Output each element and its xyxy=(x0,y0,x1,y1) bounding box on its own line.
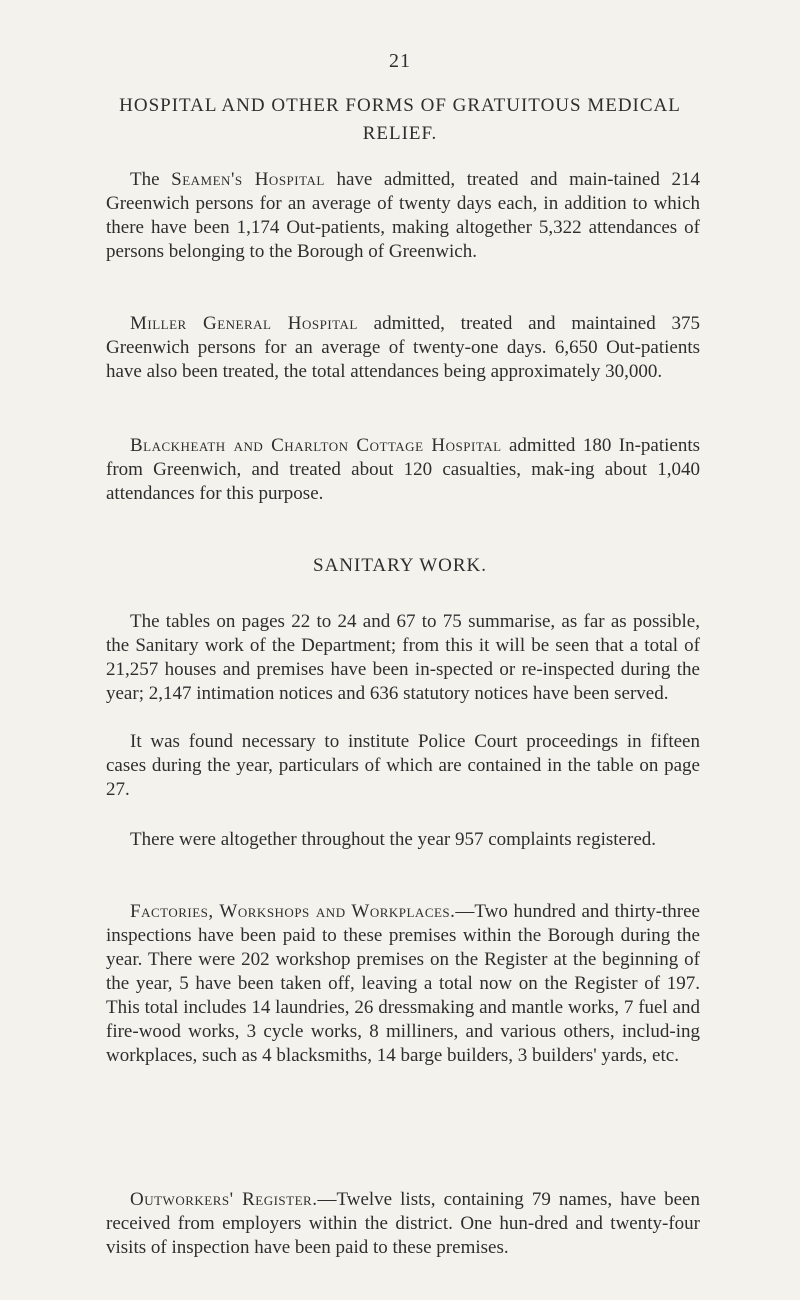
paragraph-body: have admitted, treated and main-tained 214 Greenwich persons for an average of twenty days each, in addition to which there have been 1,174 Out-patients, making altogether 5,322 attendances of persons belonging to the Borough of Greenwich. xyxy=(106,169,700,262)
subsection-name: Outworkers' Register. xyxy=(130,1189,318,1210)
paragraph-miller-hospital xyxy=(106,312,700,384)
paragraph-body: It was found necessary to institute Police Court proceedings in fifteen cases during the year, particulars of which are contained in the table on page 27. xyxy=(106,731,700,800)
paragraph-seamens-hospital xyxy=(106,168,700,264)
paragraph-factories xyxy=(106,900,700,1068)
paragraph-prefix: The xyxy=(130,169,172,190)
subsection-name: Factories, Workshops and Workplaces. xyxy=(130,901,456,922)
institution-name: Seamen's Hospital xyxy=(171,169,325,190)
paragraph-sanitary-tables xyxy=(106,610,700,706)
section-heading-relief: HOSPITAL AND OTHER FORMS OF GRATUITOUS MEDICAL RELIEF. xyxy=(119,95,681,144)
paragraph-body: —Twelve lists, containing 79 names, have been received from employers within the district. One hun-dred and twenty-four visits of inspection have been paid to these premises. xyxy=(106,1189,700,1258)
paragraph-body: admitted 180 In-patients from Greenwich, and treated about 120 casualties, mak-ing about 1,040 attendances for this purpose. xyxy=(106,435,700,504)
paragraph-blackheath-hospital xyxy=(106,434,700,506)
paragraph-body: admitted, treated and maintained 375 Greenwich persons for an average of twenty-one days. 6,650 Out-patients have also been treated, the total attendances being approximately 30,000. xyxy=(106,313,701,382)
paragraph-complaints xyxy=(106,828,700,852)
paragraph-body: There were altogether throughout the year 957 complaints registered. xyxy=(130,829,656,850)
page-number: 21 xyxy=(389,50,411,72)
paragraph-outworkers xyxy=(106,1188,700,1260)
paragraph-body: The tables on pages 22 to 24 and 67 to 75 summarise, as far as possible, the Sanitary work of the Department; from this it will be seen that a total of 21,257 houses and premises have been in-spected or re-inspected during the year; 2,147 intimation notices and 636 statutory notices have been served. xyxy=(106,611,700,704)
institution-name: Miller General Hospital xyxy=(130,313,358,334)
paragraph-body: —Two hundred and thirty-three inspections have been paid to these premises within the Borough during the year. There were 202 workshop premises on the Register at the beginning of the year, 5 have been taken off, leaving a total now on the Register of 197. This total includes 14 laundries, 26 dressmaking and mantle works, 7 fuel and fire-wood works, 3 cycle works, 8 milliners, and various others, includ-ing workplaces, such as 4 blacksmiths, 14 barge builders, 3 builders' yards, etc. xyxy=(106,901,700,1066)
institution-name: Blackheath and Charlton Cottage Hospital xyxy=(130,435,502,456)
section-heading-sanitary: SANITARY WORK. xyxy=(313,555,487,576)
paragraph-police-court xyxy=(106,730,700,802)
